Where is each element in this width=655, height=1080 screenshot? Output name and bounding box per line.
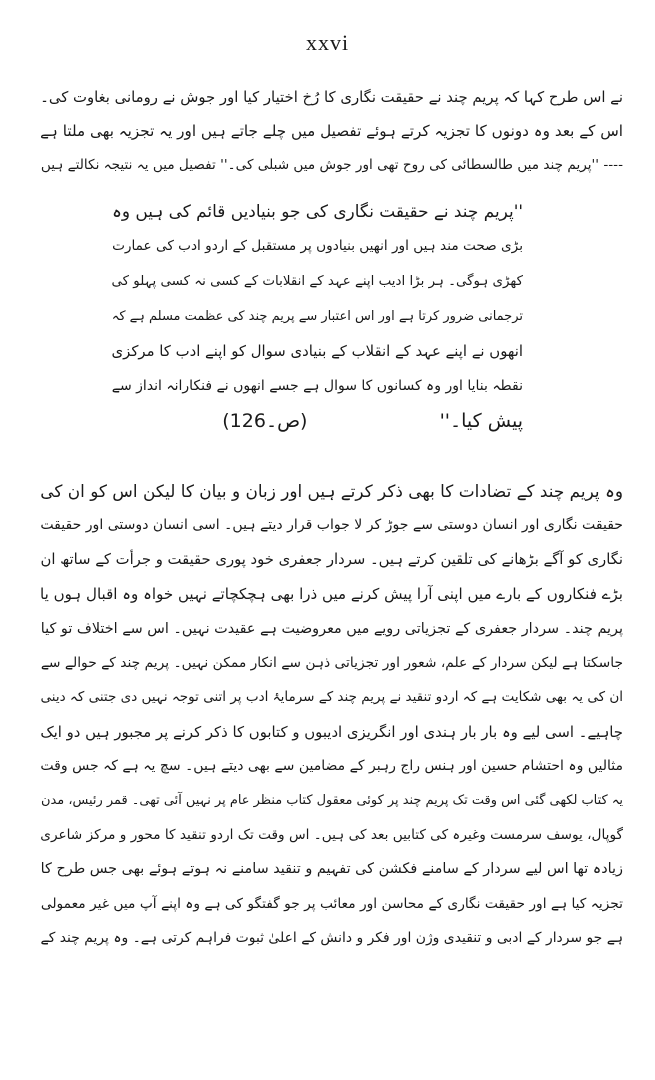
text-line: پریم چند۔ سردار جعفری کے تجزیاتی رویے میں معروضیت ہے عقیدت نہیں۔ اس سے اختلاف تو کیا	[40, 620, 623, 637]
text-line: وہ پریم چند کے تضادات کا بھی ذکر کرتے ہیں اور زبان و بیان کا لیکن اس کو ان کی	[40, 481, 623, 501]
quote-line: کھڑی ہوگی۔ ہر بڑا ادیب اپنے عہد کے انقلابات کے کسی نہ کسی پہلو کی	[111, 274, 523, 289]
quote-line: بڑی صحت مند ہیں اور انھیں بنیادوں پر مستقبل کے اردو ادب کی عمارت	[112, 238, 523, 254]
text-line: نے اس طرح کہا کہ پریم چند نے حقیقت نگاری کا رُخ اختیار کیا اور جوش نے رومانی بغاوت کی۔	[40, 88, 623, 106]
paragraph-1	[28, 80, 623, 182]
text-line: یہ کتاب لکھی گئی اس وقت تک پریم چند پر کوئی معقول کتاب منظر عام پر نہیں آئی تھی۔ قمر رئیس، مدن	[41, 792, 623, 808]
text-line: ان کی یہ بھی شکایت ہے کہ اردو تنقید نے پریم چند کے سرمایۂ ادب پر اتنی توجہ نہیں دی جتنی کہ دینی	[40, 689, 623, 706]
text-line: جاسکتا ہے لیکن سردار کے علم، شعور اور تجزیاتی ذہن سے انکار ممکن نہیں۔ پریم چند کے حوالے سے	[40, 654, 623, 671]
text-line: چاہیے۔ اسی لیے وہ بار بار ہندی اور انگریزی ادیبوں و کتابوں کا ذکر کرنے پر مجبور ہیں دو ایک	[40, 722, 623, 741]
quote-end: پیش کیا۔''	[439, 410, 523, 432]
page-number: xxvi	[305, 30, 350, 55]
text-line: ہے جو سردار کے ادبی و تنقیدی وژن اور فکر و دانش کے اعلیٰ ثبوت فراہم کرتی ہے۔ وہ پریم چند کے	[40, 930, 623, 947]
text-line: نگاری کو آگے بڑھانے کی تلقین کرتے ہیں۔ سردار جعفری خود پوری حقیقت و جرأت کے ساتھ ان	[40, 550, 623, 568]
quote-line: نقطہ بنایا اور وہ کسانوں کا سوال ہے جسے انھوں نے فنکارانہ انداز سے	[111, 378, 523, 394]
quote-reference: (ص۔126)	[222, 410, 308, 432]
text-line: تجزیہ کیا ہے اور حقیقت نگاری کے محاسن اور معائب پر جو گفتگو کی ہے وہ اپنے آپ میں غیر معمولی	[40, 895, 623, 912]
text-line: ---- ''پریم چند میں طالسطائی کی روح تھی اور جوش میں شبلی کی۔'' تفصیل میں یہ نتیجہ نکالتے ہیں	[40, 157, 623, 173]
text-line: گوپال، یوسف سرمست وغیرہ کی کتابیں بعد کی ہیں۔ اس وقت تک اردو تنقید کا محور و مرکز شاعری	[40, 826, 623, 843]
quote-line: انھوں نے اپنے عہد کے انقلاب کے بنیادی سوال کو اپنے ادب کا مرکزی	[111, 342, 523, 360]
text-line: حقیقت نگاری اور انسان دوستی سے جوڑ کر لا جواب قرار دیتے ہیں۔ اسی انسان دوستی اور حقیقت	[40, 517, 623, 534]
quote-line: ''پریم چند نے حقیقت نگاری کی جو بنیادیں قائم کی ہیں وہ	[111, 201, 523, 221]
quote-line: ترجمانی ضرور کرتا ہے اور اس اعتبار سے پریم چند کی عظمت مسلم ہے کہ	[111, 309, 523, 324]
text-line: اس کے بعد وہ دونوں کا تجزیہ کرتے ہوئے تفصیل میں چلے جاتے ہیں اور یہ تجزیہ بھی ملتا ہے	[40, 122, 623, 140]
paragraph-2	[28, 474, 623, 955]
block-quote	[103, 194, 523, 439]
text-line: بڑے فنکاروں کے بارے میں اپنی آرا پیش کرنے میں ذرا بھی ہچکچاتے نہیں خواہ وہ اقبال ہوں یا	[40, 585, 623, 604]
quote-line-last	[103, 404, 523, 439]
text-line: زیادہ تھا اس لیے سردار کے سامنے فکشن کی تفہیم و تنقید سامنے نہ ہوتے ہوئے بھی جس طرح کا	[40, 861, 623, 878]
text-line: مثالیں وہ احتشام حسین اور ہنس راج رہبر کے مضامین سے بھی دیتے ہیں۔ سچ یہ ہے کہ جس وقت	[40, 758, 623, 775]
